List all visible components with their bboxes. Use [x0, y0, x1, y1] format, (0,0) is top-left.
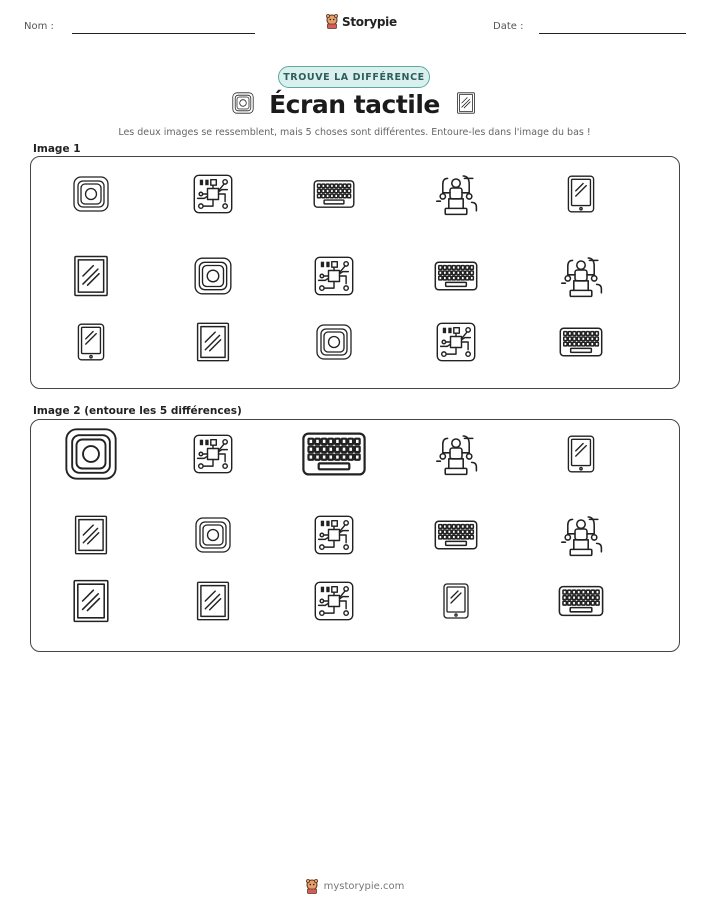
- image2-label: Image 2 (entoure les 5 différences): [33, 405, 242, 417]
- home-button-icon[interactable]: [193, 515, 233, 555]
- keyboard-icon: [433, 253, 479, 299]
- home-button-icon: [192, 255, 234, 297]
- circuit-board-icon[interactable]: [191, 432, 235, 476]
- date-label: Date :: [493, 21, 524, 32]
- circuit-board-icon: [434, 320, 478, 364]
- storypie-mascot-icon: [325, 14, 339, 29]
- instructions: Les deux images se ressemblent, mais 5 choses sont différentes. Entoure-les dans l'image du bas !: [118, 127, 591, 138]
- footer-site: mystorypie.com: [323, 881, 405, 892]
- keyboard-icon[interactable]: [557, 577, 605, 625]
- tablet-icon: [560, 173, 602, 215]
- image1-panel: [30, 156, 680, 389]
- page-title: Écran tactile: [269, 90, 440, 119]
- tablet-icon[interactable]: [436, 581, 476, 621]
- circuit-board-icon[interactable]: [312, 513, 356, 557]
- home-button-icon[interactable]: [62, 425, 120, 483]
- robot-arm-icon: [432, 170, 480, 218]
- name-label: Nom :: [24, 21, 54, 32]
- footer: [0, 879, 709, 894]
- circuit-board-icon: [312, 254, 356, 298]
- robot-arm-icon[interactable]: [432, 430, 480, 478]
- tablet-icon: [70, 321, 112, 363]
- title-glass-panel-icon: [454, 91, 478, 119]
- brand-name: Storypie: [342, 14, 397, 29]
- image1-label: Image 1: [33, 143, 81, 155]
- home-button-icon: [314, 322, 354, 362]
- image2-panel[interactable]: [30, 419, 680, 652]
- home-button-icon: [71, 174, 111, 214]
- keyboard-icon[interactable]: [300, 420, 368, 488]
- glass-panel-icon[interactable]: [69, 513, 113, 557]
- puzzle-type-badge: TROUVE LA DIFFÉRENCE: [278, 66, 430, 88]
- keyboard-icon[interactable]: [433, 512, 479, 558]
- date-line: [539, 33, 686, 34]
- name-line: [72, 33, 255, 34]
- brand-logo: [325, 14, 397, 29]
- robot-arm-icon: [557, 252, 605, 300]
- title-row: [0, 90, 709, 119]
- glass-panel-icon: [68, 253, 114, 299]
- circuit-board-icon: [191, 172, 235, 216]
- storypie-mascot-icon: [305, 879, 319, 894]
- glass-panel-icon[interactable]: [67, 577, 115, 625]
- glass-panel-icon[interactable]: [191, 579, 235, 623]
- keyboard-icon: [558, 319, 604, 365]
- glass-panel-icon: [191, 320, 235, 364]
- tablet-icon[interactable]: [560, 433, 602, 475]
- robot-arm-icon[interactable]: [557, 511, 605, 559]
- circuit-board-icon[interactable]: [312, 579, 356, 623]
- keyboard-icon: [312, 172, 356, 216]
- title-home-button-icon: [231, 91, 255, 119]
